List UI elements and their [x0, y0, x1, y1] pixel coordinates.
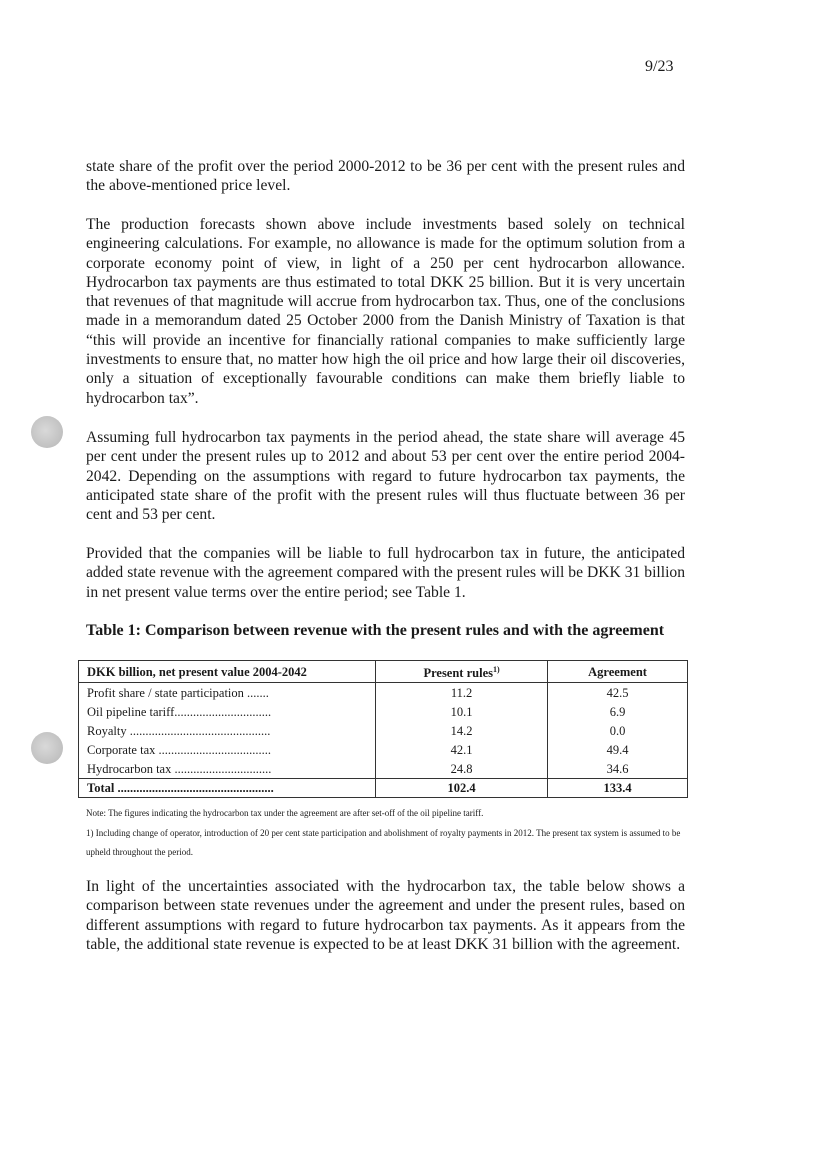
- table-total-row: [79, 779, 688, 798]
- total-label: Total ..................................................: [79, 779, 376, 798]
- table-row: [79, 721, 688, 740]
- table-row: [79, 759, 688, 779]
- row-agreement-value: 34.6: [548, 759, 688, 779]
- table-note: Note: The figures indicating the hydrocarbon tax under the agreement are after set-off of the oil pipeline tariff.: [86, 808, 484, 818]
- punch-hole-top: [31, 416, 63, 448]
- table-header-row: [79, 661, 688, 683]
- table-caption: Table 1: Comparison between revenue with the present rules and with the agreement: [86, 622, 665, 639]
- row-agreement-value: 42.5: [548, 683, 688, 703]
- row-present-value: 24.8: [376, 759, 548, 779]
- header-label: DKK billion, net present value 2004-2042: [79, 661, 376, 683]
- paragraph-2: The production forecasts shown above include investments based solely on technical engineering calculations. For example, no allowance is made for the optimum solution from a corporate economy point of view, in light of a 250 per cent hydrocarbon allowance. Hydrocarbon tax payments are thus estimated to total DKK 25 billion. But it is very uncertain that revenues of that magnitude will accrue from hydrocarbon tax. Thus, one of the conclusions made in a memorandum dated 25 October 2000 from the Danish Ministry of Taxation is that “this will provide an incentive for financially rational companies to make sufficiently large investments to ensure that, no matter how high the oil price and how large their oil discoveries, only a situation of exceptionally favourable conditions can make them briefly liable to hydrocarbon tax”.: [86, 216, 685, 407]
- punch-hole-bottom: [31, 732, 63, 764]
- table-notes: [86, 803, 686, 862]
- table-row: [79, 740, 688, 759]
- row-label: Profit share / state participation .......: [79, 683, 376, 703]
- paragraph-5: In light of the uncertainties associated with the hydrocarbon tax, the table below shows a comparison between state revenues under the agreement and under the present rules, based on different assumptions with regard to future hydrocarbon tax payments. As it appears from the table, the additional state revenue is expected to be at least DKK 31 billion with the agreement.: [86, 878, 685, 953]
- row-agreement-value: 49.4: [548, 740, 688, 759]
- paragraph-3: Assuming full hydrocarbon tax payments in the period ahead, the state share will average 45 per cent under the present rules up to 2012 and about 53 per cent over the entire period 2004-2042. Depending on the assumptions with regard to future hydrocarbon tax payments, the anticipated state share of the profit with the present rules will thus fluctuate between 36 per cent and 53 per cent.: [86, 429, 685, 524]
- row-present-value: 10.1: [376, 702, 548, 721]
- row-present-value: 42.1: [376, 740, 548, 759]
- comparison-table: [78, 660, 688, 798]
- header-present-text: Present rules: [423, 666, 493, 681]
- row-present-value: 11.2: [376, 683, 548, 703]
- row-label: Royalty .............................................: [79, 721, 376, 740]
- table-row: [79, 702, 688, 721]
- row-agreement-value: 6.9: [548, 702, 688, 721]
- total-present-value: 102.4: [376, 779, 548, 798]
- table-footnote: 1) Including change of operator, introduction of 20 per cent state participation and abolishment of royalty payments in 2012. The present tax system is assumed to be upheld throughout the period.: [86, 828, 681, 857]
- header-present-rules: [376, 661, 548, 683]
- row-agreement-value: 0.0: [548, 721, 688, 740]
- header-agreement: Agreement: [548, 661, 688, 683]
- row-label: Hydrocarbon tax ...............................: [79, 759, 376, 779]
- row-present-value: 14.2: [376, 721, 548, 740]
- total-agreement-value: 133.4: [548, 779, 688, 798]
- table-row: [79, 683, 688, 703]
- row-label: Oil pipeline tariff...............................: [79, 702, 376, 721]
- paragraph-4: Provided that the companies will be liable to full hydrocarbon tax in future, the anticipated added state revenue with the agreement compared with the present rules will be DKK 31 billion in net present value terms over the entire period; see Table 1.: [86, 545, 685, 601]
- paragraph-1: state share of the profit over the period 2000-2012 to be 36 per cent with the present rules and the above-mentioned price level.: [86, 158, 685, 195]
- header-present-footnote: 1): [492, 665, 500, 674]
- page-number: 9/23: [645, 58, 674, 75]
- row-label: Corporate tax ....................................: [79, 740, 376, 759]
